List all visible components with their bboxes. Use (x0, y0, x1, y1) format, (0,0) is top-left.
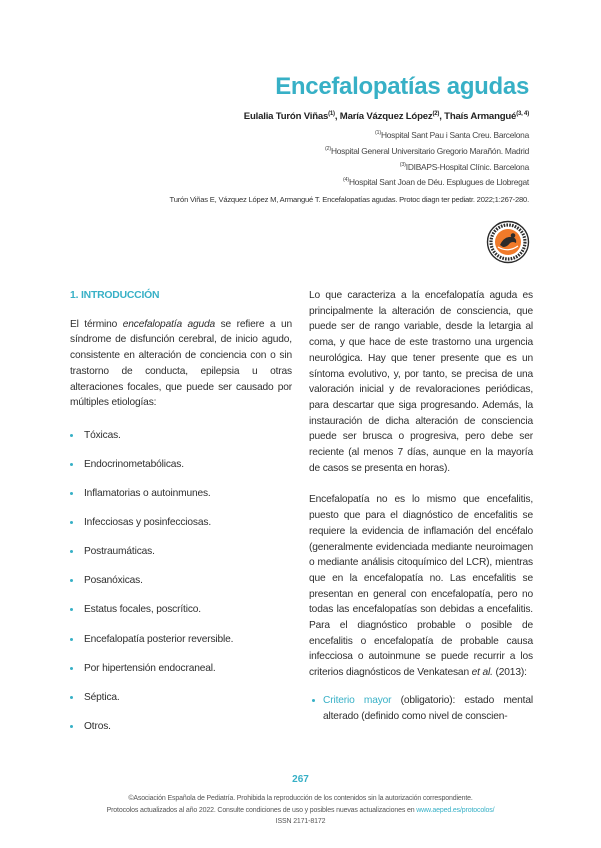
list-item-text: Tóxicas. (84, 429, 121, 441)
bullet-dot-icon (70, 696, 73, 699)
affiliation-mark: (2) (324, 145, 331, 152)
criterion-item (309, 693, 533, 724)
list-item (70, 661, 292, 690)
update-line (0, 805, 601, 817)
issn: ISSN 2171-8172 (275, 818, 326, 825)
list-item-text: Postraumáticas. (84, 546, 155, 558)
list-item (70, 573, 292, 602)
affiliation (325, 158, 529, 174)
author-name: Eulalia Turón Viñas (243, 111, 329, 123)
bullet-dot-icon (70, 608, 73, 611)
affiliation (325, 126, 529, 142)
list-item-text: Inflamatorias o autoinmunes. (84, 488, 211, 500)
section-heading: 1. INTRODUCCIÓN (70, 290, 160, 301)
bullet-dot-icon (70, 434, 73, 437)
bullet-dot-icon (70, 521, 73, 524)
list-item (70, 544, 292, 573)
bullet-dot-icon (70, 579, 73, 582)
protocols-link[interactable]: www.aeped.es/protocolos/ (416, 806, 495, 814)
affiliation-text: Hospital General Universitario Gregorio Marañón. Madrid (330, 145, 529, 156)
affiliation-mark: (4) (342, 177, 349, 184)
footer (0, 793, 601, 828)
list-item (70, 428, 292, 457)
affiliation-mark: (3) (399, 161, 406, 168)
left-column (70, 288, 292, 748)
article-title: Encefalopatías agudas (275, 73, 529, 100)
intro-text: se refiere a un síndrome de disfunción cerebral, de inicio agudo, consistente en alteración de conciencia con o sin trastorno de conducta, epilepsia u otras alteraciones focales, que puede ser causado por múltiples etiologías: (70, 318, 292, 409)
author-affiliation-mark: (1) (328, 111, 335, 117)
affiliation-text: IDIBAPS-Hospital Clínic. Barcelona (405, 161, 529, 172)
author-list (244, 111, 529, 122)
list-item-text: Endocrinometabólicas. (84, 459, 184, 471)
author-name: Thaís Armangué (444, 111, 517, 123)
affiliation-mark: (1) (374, 130, 381, 136)
author-affiliation-mark: (3, 4) (516, 111, 529, 117)
list-item-text: Séptica. (84, 691, 120, 703)
etiology-list (70, 428, 292, 748)
list-item-text: Infecciosas y posinfecciosas. (84, 517, 212, 529)
citation: Turón Viñas E, Vázquez López M, Armangué T. Encefalopatías agudas. Protoc diagn ter pediatr. 2022;1:267-280. (169, 195, 529, 204)
intro-paragraph (70, 317, 292, 411)
intro-text: El término (70, 318, 123, 330)
right-column (309, 288, 533, 724)
list-item (70, 602, 292, 631)
seal-head (511, 233, 516, 238)
author-separator: , (439, 111, 445, 123)
bullet-dot-icon (70, 492, 73, 495)
list-item (70, 690, 292, 719)
list-item (70, 632, 292, 661)
affiliation-list (325, 126, 529, 189)
affiliation-text: Hospital Sant Joan de Déu. Esplugues de Llobregat (348, 177, 529, 188)
page-number: 267 (292, 774, 309, 785)
list-item (70, 457, 292, 486)
affiliation (325, 173, 529, 189)
intro-emphasis: encefalopatía aguda (122, 318, 216, 330)
affiliation-text: Hospital Sant Pau i Santa Creu. Barcelona (380, 129, 529, 140)
bullet-dot-icon (70, 550, 73, 553)
list-item-text: Estatus focales, poscrítico. (84, 604, 201, 616)
criterion-label: Criterio mayor (323, 694, 392, 706)
author-affiliation-mark: (2) (432, 111, 440, 117)
bullet-dot-icon (70, 667, 73, 670)
list-item (70, 486, 292, 515)
criterion-text: (obligatorio): estado mental alterado (definido como nivel de conscien- (323, 694, 533, 722)
list-item-text: Posanóxicas. (84, 575, 143, 587)
affiliation (325, 142, 529, 158)
list-item (70, 719, 292, 748)
update-text: Protocolos actualizados al año 2022. Consulte condiciones de uso y posibles nuevas actualizaciones en (106, 806, 417, 814)
body-paragraph: Lo que caracteriza a la encefalopatía aguda es principalmente la alteración de consciencia, que puede ser de rango variable, desde la letargia al coma, y que hace de este trastorno una urgencia neurológica. Hay que tener presente que es un síntoma evolutivo, y, por tanto, se precisa de una valoración inicial y de revaloraciones periódicas, para descartar que siga progresando. Además, la instauración de dicha alteración de consciencia puede ser brusca o progresiva, pero debe ser reciente (al menos 7 días, aunque en la mayoría de casos se presenta en horas). (309, 290, 533, 474)
list-item-text: Por hipertensión endocraneal. (84, 662, 216, 674)
list-item (70, 515, 292, 544)
body-paragraph (309, 492, 533, 680)
society-seal-icon (486, 220, 530, 264)
bullet-dot-icon (70, 725, 73, 728)
bullet-dot-icon (70, 638, 73, 641)
paragraph-emphasis: et al. (471, 667, 493, 679)
paragraph-text: Encefalopatía no es lo mismo que encefalitis, puesto que para el diagnóstico de encefalitis se requiere la evidencia de inflamación del encéfalo (generalmente evidenciada mediante neuroimagen o mediante análisis citoquímico del LCR), mientras que en la encefalopatía no. Las encefalitis se presentan en general con encefalopatía, pero no todas las encefalopatías son debidas a encefalitis. Para el diagnóstico probable o posible de encefalitis o encefalopatía de probable causa infecciosa o autoinmune se puede recurrir a los criterios diagnósticos de Venkatesan (309, 494, 533, 679)
list-item-text: Encefalopatía posterior reversible. (84, 633, 234, 645)
author-separator: , (334, 111, 340, 123)
copyright-line: ©Asociación Española de Pediatría. Prohibida la reproducción de los contenidos sin la autorización correspondiente. (128, 795, 473, 802)
paragraph-text: (2013): (492, 667, 527, 679)
author-name: María Vázquez López (339, 111, 433, 123)
list-item-text: Otros. (84, 720, 111, 732)
bullet-dot-icon (312, 699, 315, 702)
bullet-dot-icon (70, 463, 73, 466)
